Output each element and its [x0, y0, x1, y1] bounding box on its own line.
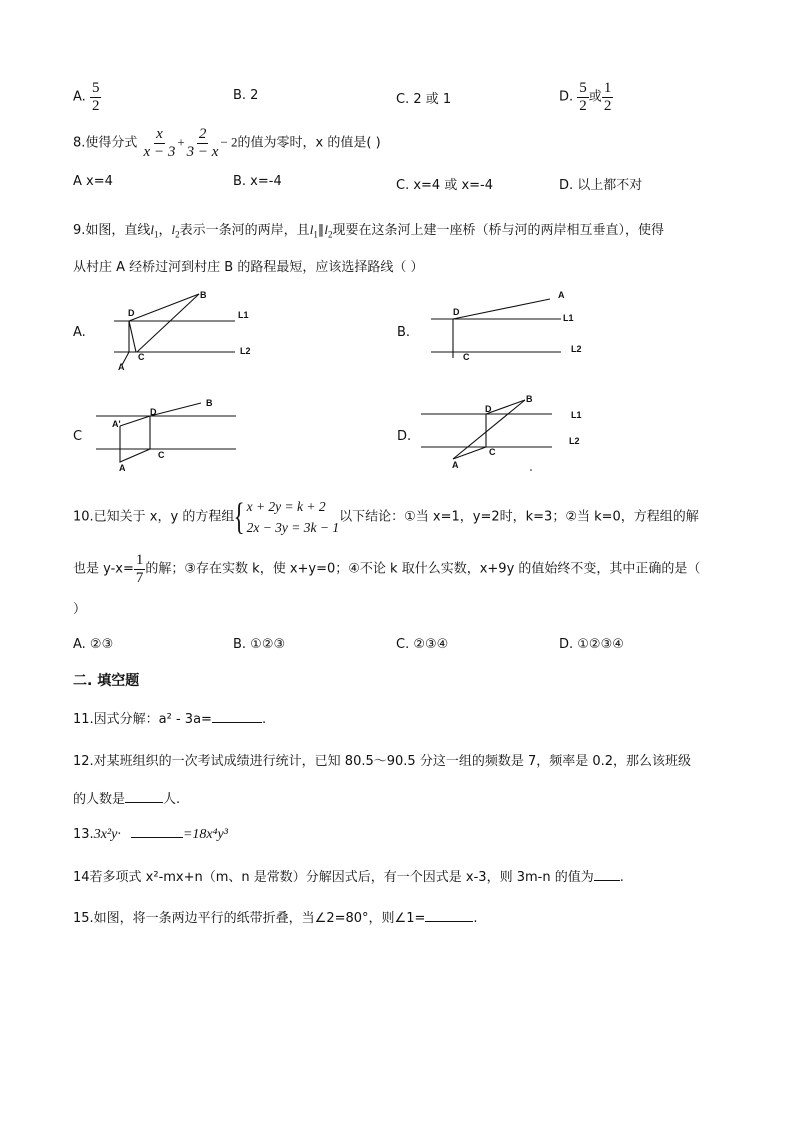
equation-system: { x + 2y = k + 2 2x − 3y = 3k − 1 — [233, 496, 340, 538]
question-11: 11.因式分解：a² - 3a= . — [73, 712, 267, 727]
fraction: $\frac{2}{3 - x}$ — [186, 126, 219, 160]
question-10-line-1: 10.已知关于 x，y 的方程组 { x + 2y = k + 2 2x − 3y = 3k − 1 以下结论：①当 x=1，y=2时，k=3；②当 k=0，方程组的解 — [73, 496, 699, 538]
label-a: A — [119, 463, 126, 473]
label-d: D — [150, 407, 157, 417]
question-9-line-2: 从村庄 A 经桥过河到村庄 B 的路程最短，应该选择路线（ ） — [73, 260, 424, 275]
label-a: A — [452, 460, 459, 470]
q7-option-b: B. 2 — [233, 88, 259, 103]
fraction: $\frac{5}{2}$ — [91, 80, 100, 114]
fraction: $\frac{x}{x - 3}$ — [143, 126, 176, 160]
label-c: C — [489, 447, 496, 457]
label-c: C — [158, 450, 165, 460]
question-8: 8.使得分式 $\frac{x}{x - 3}$ + $\frac{2}{3 - x}$ − 2的值为零时，x 的值是( ) — [73, 126, 381, 160]
label-a: A — [558, 290, 565, 300]
question-14: 14若多项式 x²-mx+n（m、n 是常数）分解因式后，有一个因式是 x-3，则 3m-n 的值为 . — [73, 870, 624, 885]
label-d: D — [485, 404, 492, 414]
question-9-line-1: 9.如图，直线$l_1$，$l_2$表示一条河的两岸，且$l_1\parallel l_2$现要在这条河上建一座桥（桥与河的两岸相互垂直），使得 — [73, 222, 664, 240]
label-b: B — [526, 394, 533, 404]
fraction: $\frac{1}{7}$ — [135, 552, 144, 586]
fraction: $\frac{5}{2}$ — [579, 80, 587, 114]
question-13: 13.3x²y· =18x⁴y³ — [73, 827, 228, 842]
label-l2: L2 — [571, 344, 582, 354]
q8-option-c: C. x=4 或 x=-4 — [396, 178, 494, 193]
brace-icon: { — [233, 496, 245, 538]
q7-option-c: C. 2 或 1 — [396, 92, 452, 107]
figure-a — [108, 290, 268, 375]
label-l1: L1 — [571, 410, 582, 420]
answer-blank[interactable] — [212, 710, 262, 723]
q10-option-b: B. ①②③ — [233, 637, 286, 652]
q8-options — [73, 174, 723, 194]
figure-c — [90, 394, 250, 476]
route — [129, 294, 199, 352]
route — [453, 299, 550, 319]
question-15: 15.如图，将一条两边平行的纸带折叠，当∠2=80°，则∠1= . — [73, 911, 478, 926]
answer-blank[interactable] — [131, 825, 183, 838]
q10-option-c: C. ②③④ — [396, 637, 449, 652]
label-d: D — [453, 307, 460, 317]
q9-option-d-label: D. — [397, 429, 412, 444]
label-c: C — [463, 352, 470, 362]
q9-option-a-label: A. — [73, 325, 86, 340]
q10-option-d: D. ①②③④ — [559, 637, 624, 652]
q9-option-c-label: C — [73, 429, 83, 444]
label-l2: L2 — [240, 346, 251, 356]
question-12-line-2: 的人数是 人. — [73, 792, 181, 807]
question-10-line-3: ） — [73, 602, 87, 617]
label-a: A — [118, 362, 125, 372]
label-d: D — [128, 308, 135, 318]
q7-option-a: A. $\frac{5}{2}$ — [73, 80, 100, 114]
q8-option-d: D. 以上都不对 — [559, 178, 643, 193]
q8-option-a: A x=4 — [73, 174, 113, 189]
q10-option-a: A. ②③ — [73, 637, 114, 652]
label-l1: L1 — [563, 313, 574, 323]
answer-blank[interactable] — [125, 790, 163, 803]
label-b: B — [206, 398, 213, 408]
label-c: C — [138, 352, 145, 362]
section-heading: 二. 填空题 — [73, 673, 140, 689]
answer-blank[interactable] — [425, 909, 473, 922]
label-a-prime: A' — [112, 419, 121, 429]
answer-blank[interactable] — [594, 868, 620, 881]
q7-options — [73, 80, 723, 114]
label-b: B — [200, 290, 207, 300]
q7-option-d: D. $\frac{5}{2}$ 或 $\frac{1}{2}$ — [559, 80, 612, 114]
figure-b — [425, 286, 595, 366]
stray-dot — [530, 469, 532, 471]
route — [129, 294, 199, 321]
q9-option-b-label: B. — [397, 325, 411, 340]
route — [120, 416, 150, 426]
label-l2: L2 — [569, 436, 580, 446]
q8-option-b: B. x=-4 — [233, 174, 282, 189]
label-l1: L1 — [238, 310, 249, 320]
question-12-line-1: 12.对某班组织的一次考试成绩进行统计，已知 80.5～90.5 分这一组的频数是 7，频率是 0.2，那么该班级 — [73, 754, 692, 769]
question-10-line-2: 也是 y-x= $\frac{1}{7}$ 的解；③存在实数 k，使 x+y=0；④不论 k 取什么实数，x+9y 的值始终不变，其中正确的是（ — [73, 552, 701, 586]
figure-d — [415, 392, 595, 474]
q10-options — [73, 637, 723, 657]
fraction: $\frac{1}{2}$ — [603, 80, 612, 114]
route — [129, 321, 136, 352]
